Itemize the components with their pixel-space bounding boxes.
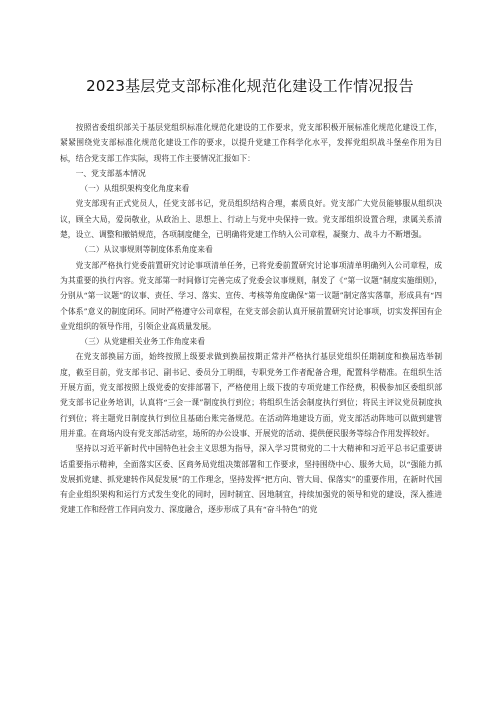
subsection-heading: （一）从组织架构变化角度来看 (80, 184, 190, 194)
body-paragraph: 在党支部换届方面，始终按照上级要求做到换届按期正常并严格执行基层党组织任期制度和换届选举制度，截至目前，党支部书记、副书记、委员分工明细，专职党务工作者配备合理，配置科学精准。在组织生活开展方面，党支部按照上级党委的安排部署下，严格使用上级下拨的专项党建工作经费，积极参加区委组织部党支部书记业务培训，认真将“三会一课”制度执行到位；将组织生活会制度执行到位；将民主评议党员制度执行到位；将主题党日制度执行到位且基础台账完备规范。在活动阵地建设方面，党支部活动阵地可以做到建管用并重。在商场内设有党支部活动室，场所的办公设事、开展党的活动、提供便民服务等综合作用发挥较好。 (60, 352, 442, 438)
body-paragraph: 党支部严格执行党委前置研究讨论事项清单任务，已将党委前置研究讨论事项清单明确列入公司章程，成为其重要的执行内容。党支部第一时间修订完善完成了党委会议事规则，制发了《“第一议题”制度实施细则》，分别从“第一议题”的议事、责任、学习、落实、宣传、考核等角度确保“第一议题”制定落实落靠，形成具有“四个体系”意义的制度闭环。同时严格遵守公司章程，在党支部会前认真开展前置研究讨论事项，切实发挥国有企业党组织的领导作用，引领企业高质量发展。 (60, 260, 442, 331)
body-paragraph: 坚持以习近平新时代中国特色社会主义思想为指导，深入学习贯彻党的二十大精神和习近平总书记重要讲话重要指示精神，全面落实区委、区商务局党组决策部署和工作要求，坚持围绕中心、服务大局，以“强能力抓发展抓党建、抓党建转作风促发展”的工作理念，坚持发挥“把方向、管大局、保落实”的重要作用，在新时代国有企业组织架构和运行方式发生变化的同时，因时制宜、因地制宜，持续加强党的领导和党的建设，深入推进党建工作和经营工作同向发力、深度融合，逐步形成了具有“奋斗特色”的党 (60, 444, 442, 515)
subsection-heading: （二）从议事规则等制度体系角度来看 (80, 245, 213, 255)
document-body (60, 120, 442, 518)
section-heading: 一、党支部基本情况 (75, 168, 146, 178)
subsection-heading: （三）从党建相关业务工作角度来看 (80, 337, 206, 347)
intro-paragraph: 按照省委组织部关于基层党组织标准化规范化建设的工作要求，党支部积极开展标准化规范化建设工作，紧紧围绕党支部标准化规范化建设工作的要求，以提升党建工作科学化水平，发挥党组织战斗堡垒作用为目标，结合党支部工作实际，现将工作主要情况汇报如下： (60, 123, 442, 163)
body-paragraph: 党支部现有正式党员人，任党支部书记，党员组织结构合理，素质良好。党支部广大党员能够服从组织决议，顾全大局，爱岗敬业，从政治上、思想上、行动上与党中央保持一致。党支部组织设置合理，隶属关系清楚，设立、调整和撤销规范，各项制度健全，已明确将党建工作纳入公司章程，凝聚力、战斗力不断增强。 (60, 199, 442, 240)
document-title: 2023基层党支部标准化规范化建设工作情况报告 (86, 77, 414, 95)
